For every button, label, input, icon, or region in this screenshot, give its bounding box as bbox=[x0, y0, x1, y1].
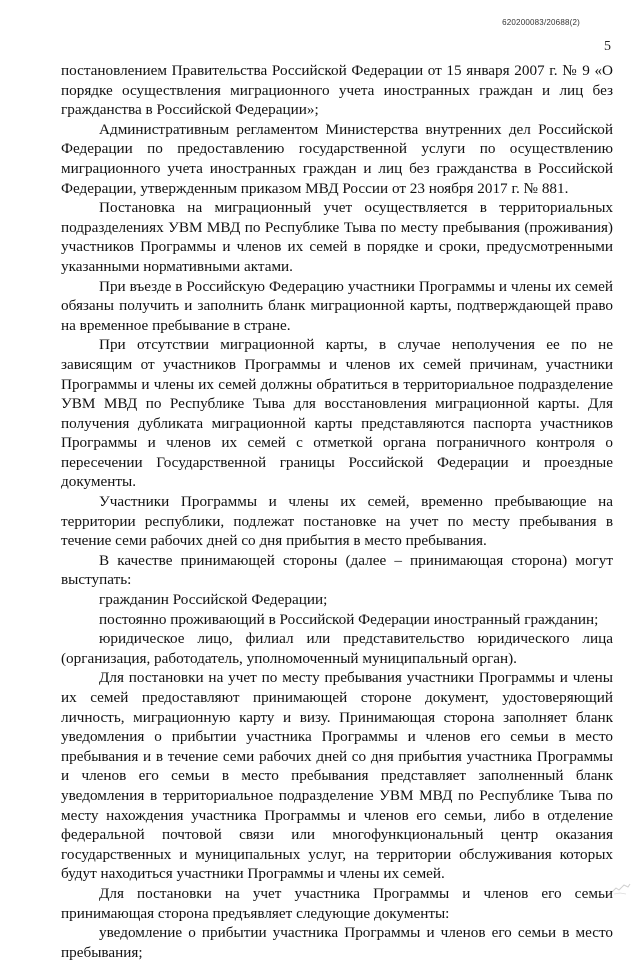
scan-artifact-mark bbox=[610, 881, 632, 895]
body-paragraph: Постановка на миграционный учет осуществляется в территориальных подразделениях УВМ МВД по Республике Тыва по месту пребывания (проживания) участников Программы и членов их семей в порядке и сроки, предусмотренными указанными нормативными актами. bbox=[61, 199, 613, 275]
body-paragraph: постановлением Правительства Российской Федерации от 15 января 2007 г. № 9 «О порядке осуществления миграционного учета иностранных граждан и лиц без гражданства в Российской Федерации»; bbox=[61, 62, 613, 119]
document-registration-number: 620200083/20688(2) bbox=[502, 18, 580, 27]
body-paragraph: гражданин Российской Федерации; bbox=[99, 591, 328, 609]
page-number: 5 bbox=[604, 39, 611, 54]
body-paragraph: Участники Программы и члены их семей, временно пребывающие на территории республики, подлежат постановке на учет по месту пребывания в течение семи рабочих дней со дня прибытия в место пребывания. bbox=[61, 493, 613, 550]
document-body bbox=[61, 61, 613, 962]
body-paragraph: уведомление о прибытии участника Программы и членов его семьи в место пребывания; bbox=[61, 924, 613, 961]
body-paragraph: Для постановки на учет по месту пребывания участники Программы и члены их семей предоставляют принимающей стороне документ, удостоверяющий личность, миграционную карту и визу. Принимающая сторона заполняет бланк уведомления о прибытии участника Программы и членов его семьи в место пребывания и в течение семи рабочих дней со дня прибытия участника Программы и членов его семьи в место пребывания представляет заполненный бланк уведомления в территориальное подразделение УВМ МВД по Республике Тыва по месту нахождения участника Программы и членов его семьи, либо в отделение федеральной почтовой связи или многофункциональный центр оказания государственных и муниципальных услуг, на территории обслуживания которых будут находиться участники Программы и члены их семей. bbox=[61, 669, 613, 883]
body-paragraph: постоянно проживающий в Российской Федерации иностранный гражданин; bbox=[99, 610, 599, 628]
body-paragraph: При въезде в Российскую Федерацию участники Программы и члены их семей обязаны получить и заполнить бланк миграционной карты, подтверждающей право на временное пребывание в стране. bbox=[61, 277, 613, 334]
body-paragraph: Административным регламентом Министерства внутренних дел Российской Федерации по предоставлению государственной услуги по осуществлению миграционного учета иностранных граждан и лиц без гражданства в Российской Федерации, утвержденным приказом МВД России от 23 ноября 2017 г. № 881. bbox=[61, 120, 613, 197]
body-paragraph: юридическое лицо, филиал или представительство юридического лица (организация, работодатель, уполномоченный муниципальный орган). bbox=[61, 630, 613, 667]
body-paragraph: Для постановки на учет участника Программы и членов его семьи принимающая сторона предъявляет следующие документы: bbox=[61, 884, 613, 922]
body-paragraph: В качестве принимающей стороны (далее – принимающая сторона) могут выступать: bbox=[61, 551, 613, 589]
body-paragraph: При отсутствии миграционной карты, в случае неполучения ее по не зависящим от участников Программы и членов их семей причинам, участники Программы и члены их семей должны обратиться в территориальное подразделение УВМ МВД по Республике Тыва для восстановления миграционной карты. Для получения дубликата миграционной карты представляются паспорта участников Программы и членов их семей с отметкой органа пограничного контроля о пересечении Государственной границы Российской Федерации и проездные документы. bbox=[61, 336, 613, 491]
